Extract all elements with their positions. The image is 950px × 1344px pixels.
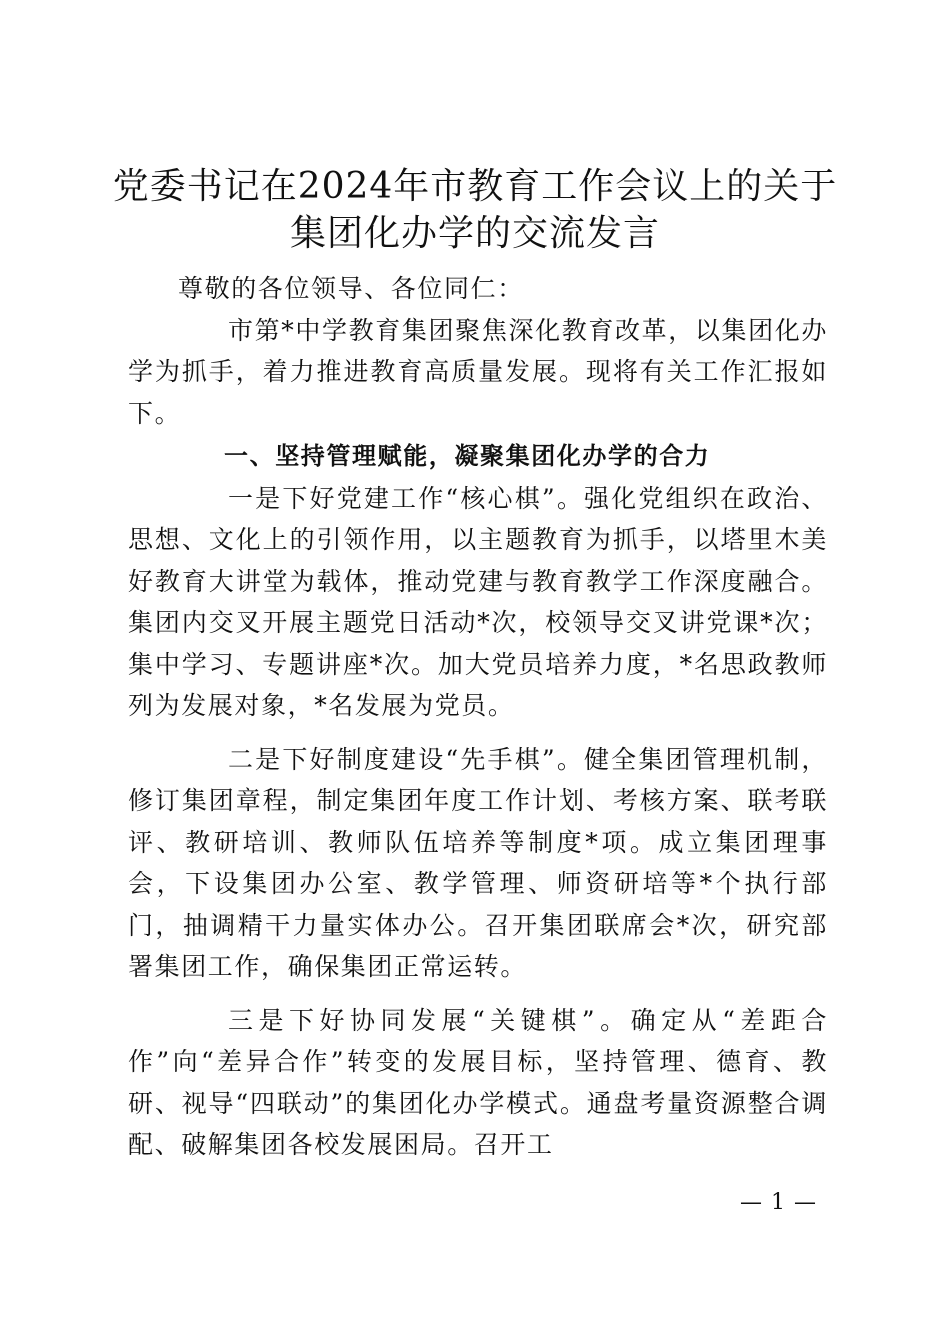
- document-body: [128, 268, 828, 1166]
- title-line-1: 党委书记在2024年市教育工作会议上的关于: [112, 166, 838, 207]
- paragraph-spacer: [128, 727, 828, 739]
- paragraph-spacer: [128, 988, 828, 1000]
- document-title: [100, 163, 850, 257]
- salutation: 尊敬的各位领导、各位同仁：: [178, 274, 524, 303]
- paragraph-collaborative-development: 三是下好协同发展“关键棋”。确定从“差距合作”向“差异合作”转变的发展目标，坚持管理、德育、教研、视导“四联动”的集团化办学模式。通盘考量资源整合调配、破解集团各校发展困局。召开工: [128, 1005, 828, 1159]
- intro-paragraph: 市第*中学教育集团聚焦深化教育改革，以集团化办学为抓手，着力推进教育高质量发展。现将有关工作汇报如下。: [128, 315, 828, 428]
- page-number: — 1 —: [740, 1190, 817, 1215]
- title-line-2: 集团化办学的交流发言: [289, 213, 660, 254]
- paragraph-party-building: 一是下好党建工作“核心棋”。强化党组织在政治、思想、文化上的引领作用，以主题教育为抓手，以塔里木美好教育大讲堂为载体，推动党建与教育教学工作深度融合。集团内交叉开展主题党日活动*次，校领导交叉讲党课*次；集中学习、专题讲座*次。加大党员培养力度，*名思政教师列为发展对象，*名发展为党员。: [128, 483, 828, 720]
- section-heading-1: 一、坚持管理赋能，凝聚集团化办学的合力: [224, 442, 711, 470]
- paragraph-institution-building: 二是下好制度建设“先手棋”。健全集团管理机制，修订集团章程，制定集团年度工作计划、考核方案、联考联评、教研培训、教师队伍培养等制度*项。成立集团理事会，下设集团办公室、教学管理、师资研培等*个执行部门，抽调精干力量实体办公。召开集团联席会*次，研究部署集团工作，确保集团正常运转。: [128, 744, 828, 981]
